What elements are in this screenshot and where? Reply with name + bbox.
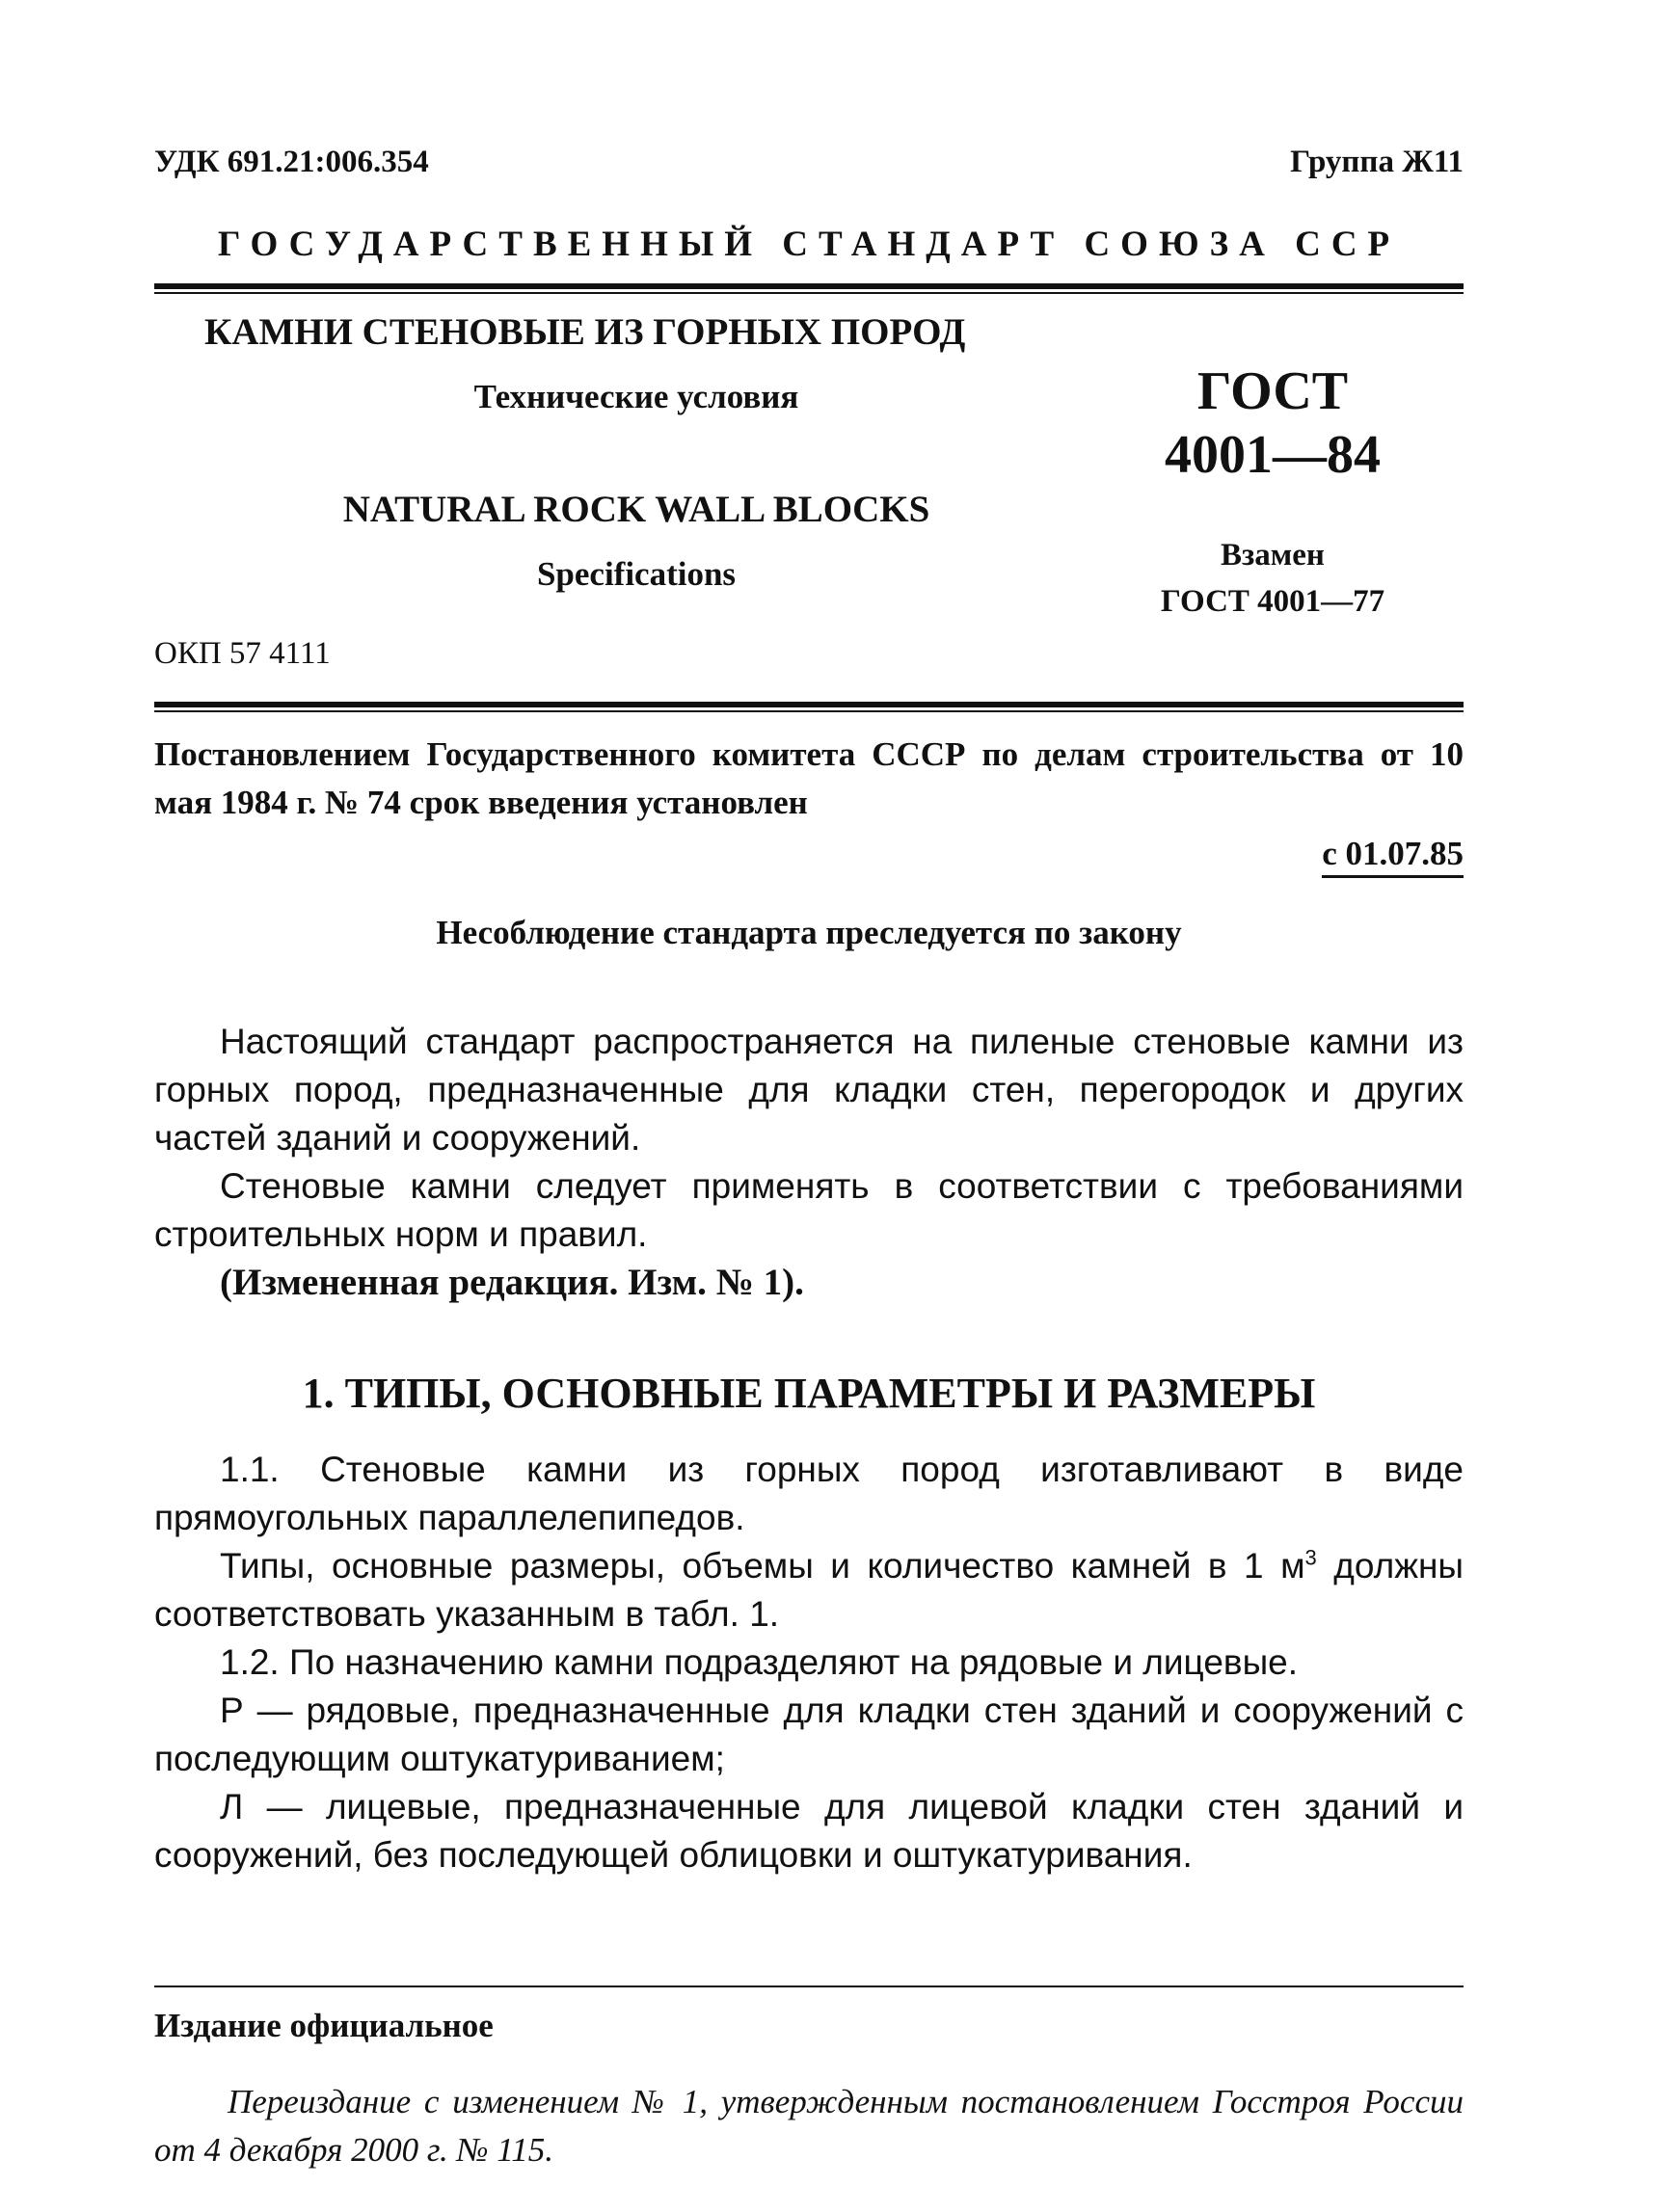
top-divider: [154, 283, 1464, 294]
type-ordinary: Р — рядовые, предназначенные для кладки стен зданий и сооружений с последующим оштукатуриванием;: [154, 1691, 1464, 1778]
group-code: Группа Ж11: [1290, 145, 1464, 179]
intro-paragraph: Настоящий стандарт распространяется на пиленые стеновые камни из горных пород, предназначенные для кладки стен, перегородок и других частей зданий и сооружений.: [154, 1022, 1464, 1158]
legal-warning: Несоблюдение стандарта преследуется по закону: [436, 914, 1182, 951]
official-edition: Издание официальное: [154, 2007, 494, 2044]
title-russian: КАМНИ СТЕНОВЫЕ ИЗ ГОРНЫХ ПОРОД: [204, 311, 966, 353]
reissue-note: Переиздание с изменением № 1, утвержденным постановлением Госстроя России от 4 декабря 2000 г. № 115.: [154, 2083, 1464, 2169]
intro-block: [154, 1018, 1464, 1307]
effective-date: с 01.07.85: [1322, 835, 1464, 878]
okp-code: ОКП 57 4111: [154, 636, 331, 671]
type-facing: Л — лицевые, предназначенные для лицевой кладки стен зданий и сооружений, без последующей облицовки и оштукатуривания.: [154, 1787, 1464, 1875]
types-text: Типы, основные размеры, объемы и количество камней в 1 м: [220, 1546, 1305, 1586]
bottom-divider: [154, 702, 1464, 712]
replaced-label: Взамен: [1221, 538, 1325, 573]
gost-number: 4001—84: [1165, 425, 1381, 485]
udk-code: УДК 691.21:006.354: [154, 145, 429, 179]
gost-label: ГОСТ: [1196, 361, 1349, 421]
replaced-standard: ГОСТ 4001—77: [1160, 584, 1385, 619]
clause-1-2: 1.2. По назначению камни подразделяют на рядовые и лицевые.: [220, 1642, 1299, 1682]
title-english: NATURAL ROCK WALL BLOCKS: [342, 489, 930, 530]
section-body: [154, 1446, 1464, 1879]
subtitle-english: Specifications: [536, 555, 737, 593]
subtitle-russian: Технические условия: [473, 378, 799, 415]
types-paragraph: [154, 1542, 1464, 1639]
cubic-superscript: 3: [1304, 1545, 1317, 1570]
state-standard-heading: ГОСУДАРСТВЕННЫЙ СТАНДАРТ СОЮЗА ССР: [217, 225, 1401, 264]
footer-divider: [154, 1985, 1464, 1987]
decree-text: Постановлением Государственного комитета СССР по делам строительства от 10 мая 1984 г. № 74 срок введения установлен: [154, 735, 1464, 821]
clause-1-1: 1.1. Стеновые камни из горных пород изготавливают в виде прямоугольных параллелепипедов.: [154, 1450, 1464, 1537]
section-heading: 1. ТИПЫ, ОСНОВНЫЕ ПАРАМЕТРЫ И РАЗМЕРЫ: [302, 1370, 1316, 1417]
amendment-note: (Измененная редакция. Изм. № 1).: [220, 1262, 804, 1303]
intro-paragraph: Стеновые камни следует применять в соответствии с требованиями строительных норм и правил.: [154, 1166, 1464, 1254]
types-text-end: должны соответствовать указанным в табл. 1.: [154, 1546, 1464, 1634]
